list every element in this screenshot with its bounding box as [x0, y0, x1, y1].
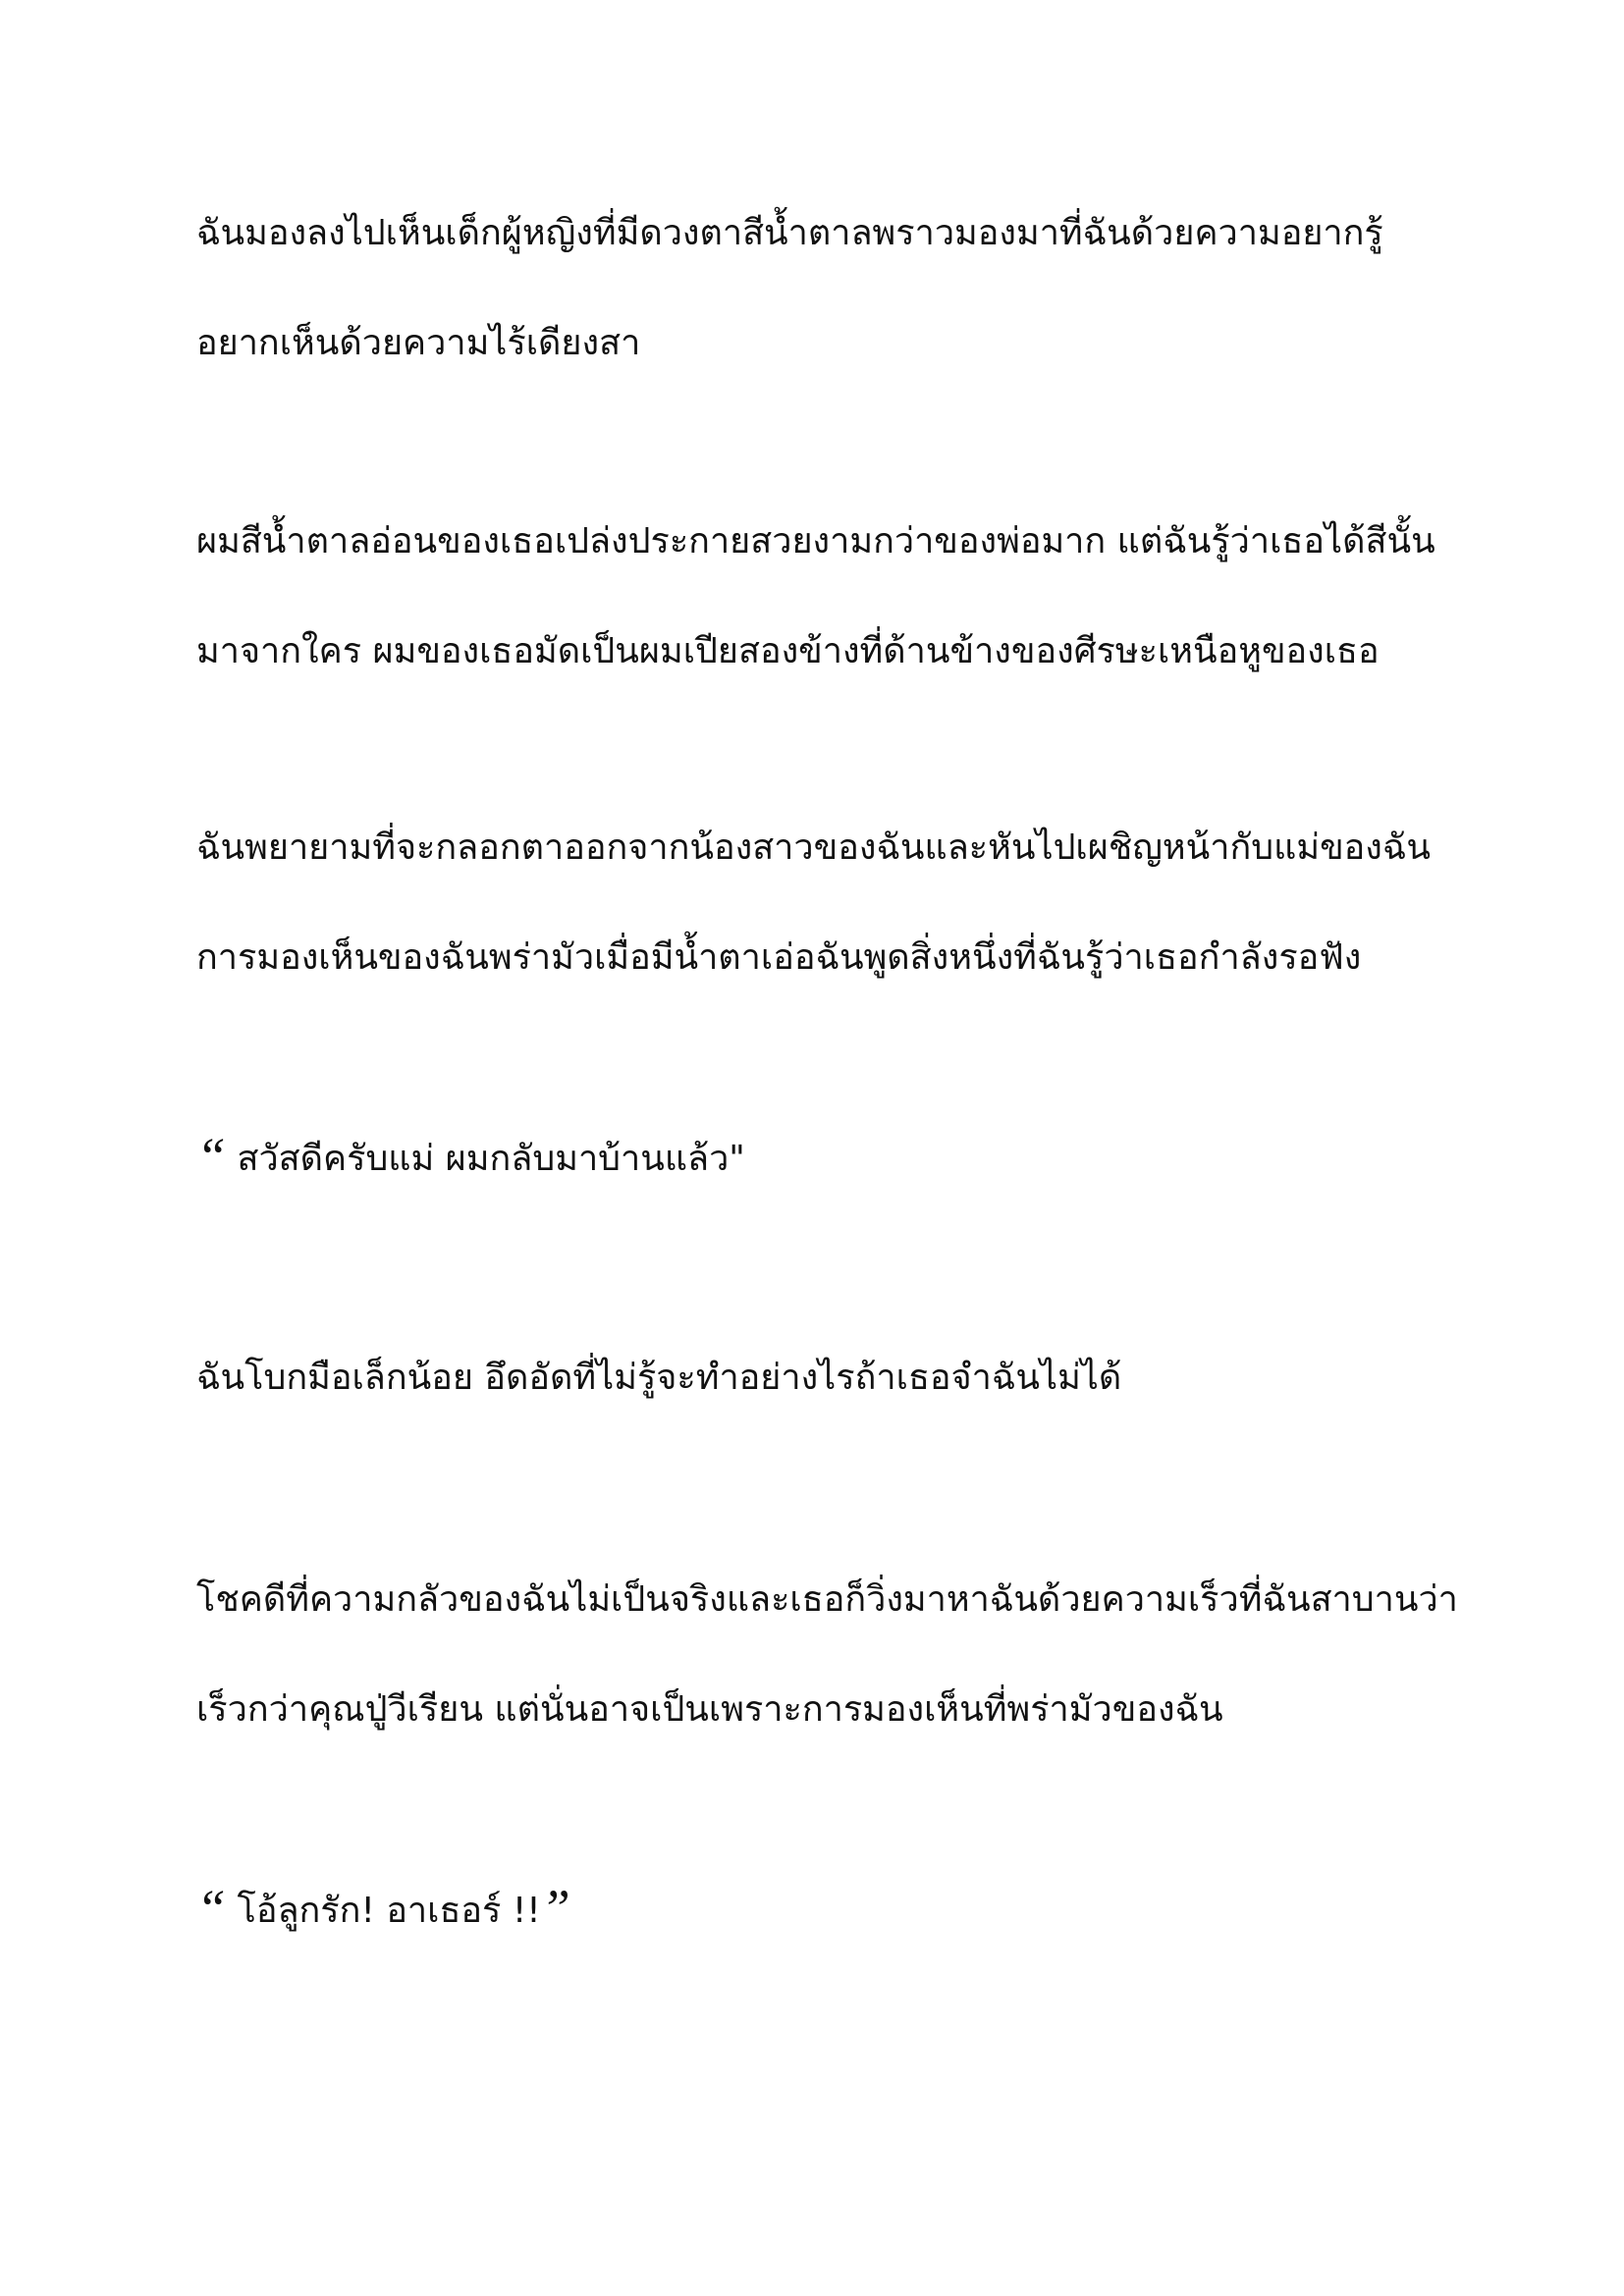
dialogue-greeting	[196, 1101, 1473, 1211]
dialogue-text: โอ้ลูกรัก! อาเธอร์ !!	[226, 1891, 541, 1931]
paragraph-line: ฉันโบกมือเล็กน้อย อึดอัดที่ไม่รู้จะทำอย่างไรถ้าเธอจำฉันไม่ได้	[196, 1358, 1122, 1398]
paragraph-line: โชคดีที่ความกลัวของฉันไม่เป็นจริงและเธอก็วิ่งมาหาฉันด้วยความเร็วที่ฉันสาบานว่า	[196, 1579, 1458, 1620]
paragraph-line: การมองเห็นของฉันพร่ามัวเมื่อมีน้ำตาเอ่อฉันพูดสิ่งหนึ่งที่ฉันรู้ว่าเธอกำลังรอฟัง	[196, 937, 1362, 978]
paragraph-2	[196, 487, 1473, 707]
paragraph-1	[196, 179, 1473, 399]
dialogue-line	[196, 1853, 1473, 1963]
paragraph-line: เร็วกว่าคุณปู่วีเรียน แต่นั่นอาจเป็นเพราะการมองเห็นที่พร่ามัวของฉัน	[196, 1689, 1223, 1730]
paragraph-3	[196, 793, 1473, 1013]
paragraph-line: มาจากใคร ผมของเธอมัดเป็นผมเปียสองข้างที่ด้านข้างของศีรษะเหนือหูของเธอ	[196, 631, 1380, 671]
paragraph-line: ผมสีน้ำตาลอ่อนของเธอเปล่งประกายสวยงามกว่าของพ่อมาก แต่ฉันรู้ว่าเธอได้สีนั้น	[196, 521, 1435, 561]
paragraph-5	[196, 1323, 1473, 1433]
open-quote-mark: “	[196, 1879, 227, 1938]
paragraph-line: ฉันมองลงไปเห็นเด็กผู้หญิงที่มีดวงตาสีน้ำตาลพราวมองมาที่ฉันด้วยความอยากรู้	[196, 213, 1383, 253]
paragraph-line: ฉันพยายามที่จะกลอกตาออกจากน้องสาวของฉันและหันไปเผชิญหน้ากับแม่ของฉัน	[196, 828, 1432, 868]
open-quote-mark: “	[196, 1127, 227, 1186]
dialogue-line	[196, 1101, 1473, 1211]
paragraph-6	[196, 1545, 1473, 1765]
close-quote-mark: ”	[540, 1879, 570, 1938]
dialogue-text: สวัสดีครับแม่ ผมกลับมาบ้านแล้ว"	[226, 1139, 745, 1179]
dialogue-exclamation	[196, 1853, 1473, 1963]
paragraph-line: อยากเห็นด้วยความไร้เดียงสา	[196, 323, 641, 363]
